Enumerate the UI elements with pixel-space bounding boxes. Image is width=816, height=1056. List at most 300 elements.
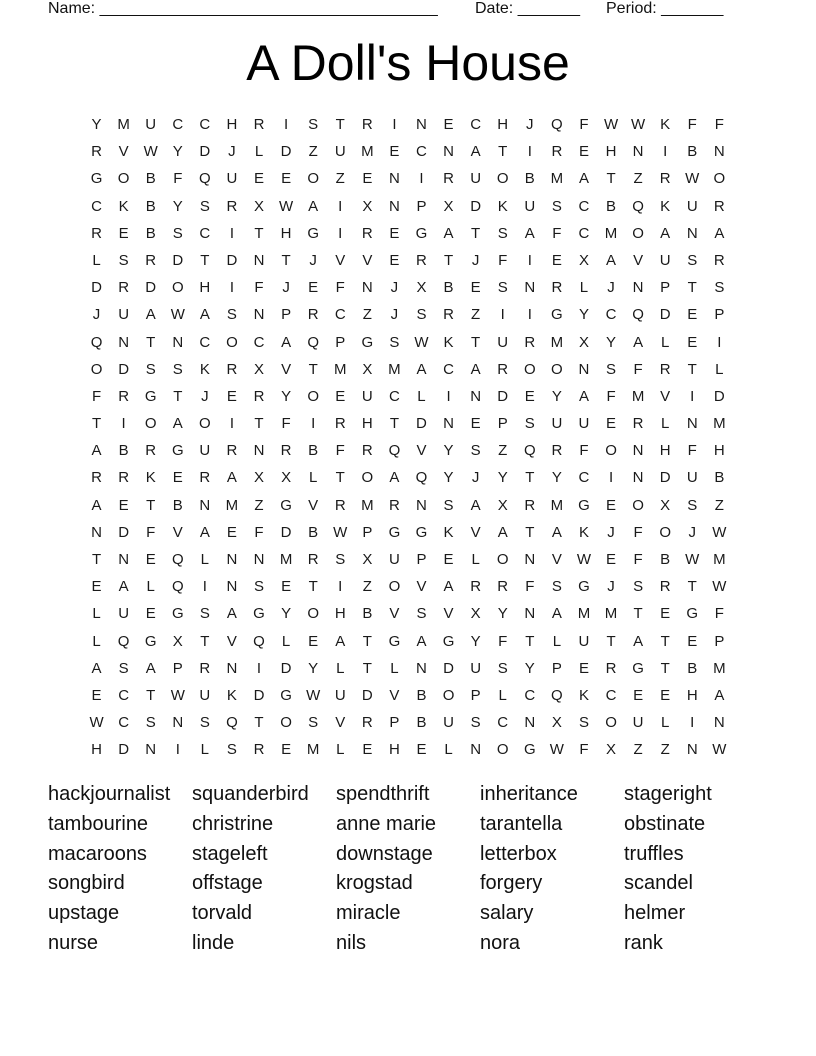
word-list-item: christrine — [192, 812, 274, 835]
grid-letter: J — [607, 578, 615, 596]
grid-letter: Q — [90, 333, 103, 351]
grid-letter: X — [416, 279, 427, 297]
grid-letter: Y — [551, 469, 562, 487]
grid-letter: O — [632, 224, 644, 242]
grid-letter: Y — [524, 659, 535, 677]
grid-letter: P — [714, 632, 725, 650]
grid-letter: R — [334, 496, 346, 514]
grid-letter: A — [524, 224, 535, 242]
grid-row — [83, 492, 733, 519]
word-list-item: salary — [480, 902, 534, 925]
grid-letter: E — [226, 523, 237, 541]
grid-letter: D — [280, 523, 292, 541]
grid-letter: E — [660, 686, 671, 704]
grid-letter: G — [388, 632, 401, 650]
grid-letter: W — [333, 523, 348, 541]
grid-letter: B — [524, 170, 535, 188]
grid-letter: G — [253, 605, 265, 623]
grid-letter: Y — [578, 306, 589, 324]
grid-letter: C — [388, 387, 400, 405]
grid-letter: E — [389, 251, 400, 269]
grid-letter: R — [659, 360, 671, 378]
grid-letter: G — [578, 496, 590, 514]
grid-letter: L — [661, 333, 670, 351]
grid-letter: B — [687, 143, 698, 161]
grid-letter: O — [117, 170, 130, 188]
grid-letter: W — [414, 333, 429, 351]
grid-letter: R — [551, 442, 563, 460]
grid-letter: H — [334, 605, 346, 623]
grid-letter: E — [606, 551, 617, 568]
grid-letter: N — [388, 197, 400, 215]
grid-letter: Z — [308, 143, 318, 161]
grid-letter: A — [551, 523, 562, 541]
grid-letter: O — [361, 469, 374, 487]
grid-letter: E — [91, 578, 102, 596]
grid-letter: S — [497, 659, 508, 677]
grid-letter: R — [659, 170, 671, 188]
grid-letter: R — [145, 251, 157, 269]
grid-letter: U — [226, 170, 238, 188]
grid-letter: T — [335, 116, 345, 133]
grid-letter: F — [498, 632, 508, 650]
word-list-item: songbird — [48, 872, 125, 895]
grid-letter: R — [605, 659, 617, 677]
grid-letter: T — [91, 551, 102, 568]
grid-letter: U — [497, 333, 509, 351]
grid-letter: C — [334, 306, 346, 324]
grid-letter: T — [687, 279, 697, 297]
grid-letter: X — [254, 360, 265, 378]
grid-row — [83, 220, 733, 247]
grid-letter: Q — [551, 116, 563, 133]
grid-letter: U — [118, 306, 130, 324]
grid-letter: E — [633, 686, 644, 704]
grid-letter: W — [279, 197, 294, 215]
grid-letter: R — [551, 279, 563, 297]
grid-letter: F — [525, 578, 535, 596]
word-list-item: nils — [336, 931, 367, 954]
grid-letter: T — [471, 224, 481, 242]
grid-letter: T — [525, 469, 535, 487]
grid-letter: T — [146, 496, 156, 514]
grid-letter: R — [253, 116, 265, 133]
grid-letter: R — [118, 469, 130, 487]
grid-letter: R — [632, 415, 644, 433]
grid-letter: U — [199, 442, 211, 460]
word-list-item: hackjournalist — [48, 783, 171, 805]
grid-letter: U — [470, 659, 482, 677]
grid-letter: W — [170, 686, 185, 704]
grid-letter: R — [253, 741, 265, 759]
grid-letter: C — [524, 686, 536, 704]
grid-letter: L — [336, 659, 345, 677]
grid-letter: T — [254, 415, 264, 433]
grid-letter: B — [416, 686, 427, 704]
grid-letter: A — [497, 523, 508, 541]
grid-row — [83, 682, 733, 709]
grid-letter: X — [551, 714, 562, 732]
grid-row — [83, 356, 733, 383]
word-list-item: stageleft — [192, 842, 268, 865]
grid-letter: L — [254, 143, 264, 161]
grid-letter: S — [524, 415, 535, 433]
grid-row — [83, 628, 733, 655]
grid-letter: Z — [498, 442, 508, 460]
grid-letter: O — [144, 415, 157, 433]
grid-letter: A — [443, 224, 454, 242]
grid-letter: K — [443, 333, 454, 351]
grid-letter: T — [281, 251, 291, 269]
grid-letter: Y — [497, 469, 508, 487]
page-title: A Doll's House — [246, 35, 570, 91]
grid-letter: J — [228, 143, 236, 161]
grid-letter: M — [550, 333, 564, 351]
grid-letter: M — [333, 360, 347, 378]
grid-letter: I — [338, 578, 343, 596]
grid-letter: F — [146, 523, 156, 541]
grid-letter: N — [524, 551, 536, 568]
grid-letter: R — [145, 442, 157, 460]
word-list-item: squanderbird — [192, 783, 309, 805]
grid-letter: T — [146, 333, 156, 351]
word-list-item: tarantella — [480, 812, 563, 835]
grid-letter: N — [443, 143, 454, 161]
grid-row — [83, 464, 733, 491]
grid-letter: N — [524, 605, 536, 623]
grid-letter: D — [226, 251, 238, 269]
grid-letter: X — [362, 197, 373, 215]
grid-letter: N — [91, 523, 102, 541]
grid-letter: B — [362, 605, 373, 623]
grid-letter: U — [334, 143, 346, 161]
name-field-label: Name: ______________________________________ — [48, 0, 438, 17]
grid-letter: I — [527, 143, 532, 161]
grid-letter: R — [524, 333, 536, 351]
grid-letter: H — [605, 143, 617, 161]
grid-letter: C — [91, 197, 102, 215]
grid-letter: T — [471, 333, 481, 351]
grid-letter: P — [497, 415, 508, 433]
grid-letter: W — [143, 143, 158, 161]
grid-letter: A — [172, 415, 183, 433]
word-list — [48, 780, 788, 959]
grid-letter: A — [443, 578, 454, 596]
grid-letter: D — [443, 659, 454, 677]
grid-letter: S — [497, 224, 508, 242]
grid-letter: F — [254, 523, 264, 541]
grid-letter: Q — [171, 578, 184, 596]
grid-letter: I — [229, 279, 235, 297]
grid-letter: D — [91, 279, 102, 297]
grid-letter: S — [226, 306, 237, 324]
grid-letter: S — [443, 496, 454, 514]
word-list-item: stageright — [624, 783, 712, 805]
grid-letter: A — [226, 469, 237, 487]
grid-letter: E — [470, 415, 481, 433]
grid-letter: W — [170, 306, 185, 324]
grid-letter: Z — [335, 170, 345, 188]
grid-letter: D — [659, 306, 671, 324]
grid-letter: N — [253, 306, 265, 324]
grid-letter: N — [524, 714, 536, 732]
grid-letter: T — [660, 632, 670, 650]
grid-letter: F — [714, 605, 724, 623]
grid-letter: K — [578, 686, 589, 704]
grid-row — [83, 546, 733, 573]
grid-row — [83, 437, 733, 464]
grid-letter: V — [308, 496, 319, 514]
grid-letter: M — [279, 551, 293, 568]
grid-letter: S — [145, 360, 156, 378]
grid-letter: C — [578, 469, 590, 487]
grid-letter: O — [307, 605, 319, 623]
grid-letter: D — [253, 686, 265, 704]
grid-letter: U — [118, 605, 130, 623]
grid-letter: C — [605, 686, 617, 704]
grid-letter: E — [172, 469, 183, 487]
grid-letter: F — [579, 116, 589, 133]
grid-letter: R — [361, 224, 373, 242]
grid-letter: U — [361, 387, 373, 405]
grid-letter: K — [578, 523, 589, 541]
grid-letter: M — [604, 224, 618, 242]
grid-letter: M — [577, 605, 591, 623]
grid-letter: E — [308, 279, 319, 297]
grid-letter: F — [606, 387, 616, 405]
grid-letter: S — [199, 605, 210, 623]
grid-letter: N — [632, 442, 644, 460]
grid-letter: O — [199, 415, 211, 433]
grid-letter: U — [334, 686, 346, 704]
grid-letter: N — [470, 741, 482, 759]
grid-letter: G — [361, 333, 374, 351]
grid-letter: R — [416, 251, 427, 269]
grid-letter: N — [524, 279, 536, 297]
grid-letter: W — [685, 170, 700, 188]
grid-row — [83, 383, 733, 410]
grid-letter: S — [308, 714, 319, 732]
grid-letter: N — [226, 659, 238, 677]
grid-row — [83, 165, 733, 192]
grid-letter: A — [633, 632, 644, 650]
grid-letter: A — [226, 605, 237, 623]
grid-letter: I — [284, 116, 289, 133]
grid-letter: A — [199, 306, 210, 324]
grid-letter: O — [226, 333, 238, 351]
grid-letter: I — [446, 387, 451, 405]
grid-letter: W — [576, 551, 592, 568]
grid-letter: D — [172, 251, 184, 269]
grid-letter: A — [281, 333, 292, 351]
grid-letter: M — [361, 496, 374, 514]
grid-letter: I — [338, 224, 343, 242]
word-list-item: downstage — [336, 842, 433, 865]
grid-letter: I — [663, 143, 668, 161]
grid-letter: T — [254, 714, 264, 732]
grid-letter: J — [471, 469, 480, 487]
grid-letter: Y — [172, 143, 183, 161]
grid-letter: F — [552, 224, 562, 242]
grid-letter: Y — [443, 469, 454, 487]
grid-letter: R — [307, 306, 319, 324]
grid-letter: O — [496, 170, 509, 188]
grid-letter: V — [416, 442, 427, 460]
grid-letter: V — [389, 605, 400, 623]
grid-letter: N — [443, 415, 454, 433]
grid-letter: V — [226, 632, 237, 650]
grid-letter: O — [280, 714, 292, 732]
grid-row — [83, 111, 733, 138]
grid-letter: V — [335, 714, 346, 732]
grid-letter: G — [632, 659, 644, 677]
word-list-item: linde — [192, 931, 235, 954]
grid-letter: L — [308, 469, 318, 487]
grid-letter: T — [146, 686, 156, 704]
grid-letter: C — [199, 224, 211, 242]
grid-letter: J — [471, 251, 480, 269]
grid-letter: Q — [551, 686, 563, 704]
grid-letter: Q — [117, 632, 130, 650]
grid-letter: I — [527, 306, 532, 324]
grid-letter: X — [470, 605, 481, 623]
grid-letter: V — [470, 523, 481, 541]
grid-letter: G — [388, 523, 401, 541]
grid-letter: E — [389, 224, 400, 242]
grid-letter: E — [389, 143, 400, 161]
grid-letter: F — [687, 442, 697, 460]
grid-letter: E — [578, 659, 589, 677]
grid-letter: U — [686, 197, 698, 215]
grid-letter: N — [416, 116, 427, 133]
grid-letter: D — [713, 387, 725, 405]
grid-letter: A — [551, 605, 562, 623]
grid-row — [83, 410, 733, 437]
grid-letter: T — [200, 251, 210, 269]
grid-letter: T — [173, 387, 183, 405]
grid-letter: Z — [362, 306, 372, 324]
grid-letter: R — [361, 714, 373, 732]
grid-letter: N — [632, 469, 644, 487]
grid-letter: P — [416, 551, 427, 568]
grid-letter: R — [199, 469, 211, 487]
grid-letter: W — [603, 116, 619, 133]
grid-letter: E — [118, 496, 129, 514]
grid-row — [83, 600, 733, 627]
grid-letter: B — [118, 442, 129, 460]
grid-letter: A — [633, 333, 644, 351]
grid-letter: Y — [443, 442, 454, 460]
grid-letter: E — [687, 333, 698, 351]
word-list-item: scandel — [624, 872, 693, 895]
grid-letter: G — [578, 578, 590, 596]
grid-letter: O — [307, 170, 319, 188]
grid-letter: C — [578, 197, 590, 215]
grid-letter: I — [311, 415, 316, 433]
grid-letter: E — [335, 387, 346, 405]
grid-letter: E — [660, 605, 671, 623]
grid-letter: D — [118, 360, 130, 378]
grid-letter: E — [145, 605, 156, 623]
grid-letter: M — [550, 170, 564, 188]
grid-row — [83, 519, 733, 546]
grid-letter: D — [280, 659, 292, 677]
grid-letter: B — [606, 197, 617, 215]
grid-letter: O — [551, 360, 563, 378]
grid-letter: F — [633, 360, 643, 378]
grid-letter: O — [307, 387, 319, 405]
grid-letter: V — [281, 360, 292, 378]
grid-letter: P — [470, 686, 481, 704]
grid-letter: D — [497, 387, 509, 405]
grid-letter: R — [551, 143, 563, 161]
grid-letter: N — [253, 251, 265, 269]
grid-letter: N — [686, 741, 698, 759]
grid-letter: E — [226, 387, 237, 405]
grid-letter: E — [362, 741, 373, 759]
grid-letter: S — [254, 578, 265, 596]
grid-letter: R — [524, 496, 536, 514]
grid-letter: A — [389, 469, 400, 487]
grid-letter: V — [633, 251, 644, 269]
grid-letter: A — [91, 659, 102, 677]
grid-letter: V — [416, 578, 427, 596]
grid-letter: L — [390, 659, 399, 677]
grid-letter: L — [200, 551, 210, 568]
grid-letter: G — [171, 605, 184, 623]
grid-row — [83, 301, 733, 328]
grid-row — [83, 274, 733, 301]
grid-letter: X — [578, 251, 589, 269]
grid-letter: G — [280, 496, 292, 514]
grid-letter: I — [121, 415, 126, 433]
grid-letter: I — [229, 415, 235, 433]
grid-letter: R — [713, 251, 725, 269]
grid-letter: P — [335, 333, 346, 351]
grid-letter: L — [336, 741, 345, 759]
grid-letter: T — [498, 143, 508, 161]
grid-letter: Z — [714, 496, 724, 514]
grid-letter: O — [496, 741, 509, 759]
grid-letter: C — [118, 714, 130, 732]
grid-letter: Q — [388, 442, 401, 460]
grid-letter: B — [145, 197, 156, 215]
grid-letter: N — [713, 714, 725, 732]
grid-letter: X — [254, 469, 265, 487]
grid-letter: J — [607, 523, 615, 541]
grid-letter: S — [633, 578, 644, 596]
grid-letter: S — [470, 714, 481, 732]
grid-letter: Z — [362, 578, 372, 596]
grid-letter: O — [605, 714, 617, 732]
grid-letter: U — [686, 469, 698, 487]
grid-row — [83, 138, 733, 165]
grid-letter: L — [579, 279, 589, 297]
grid-letter: A — [416, 360, 427, 378]
grid-letter: J — [282, 279, 290, 297]
grid-letter: C — [497, 714, 509, 732]
grid-letter: O — [496, 551, 509, 568]
word-list-item: upstage — [48, 902, 120, 925]
word-list-item: nurse — [48, 931, 99, 954]
grid-letter: O — [442, 686, 455, 704]
grid-letter: T — [308, 578, 318, 596]
grid-letter: S — [687, 496, 698, 514]
grid-letter: O — [632, 496, 644, 514]
grid-letter: U — [578, 415, 590, 433]
grid-letter: R — [497, 578, 509, 596]
grid-letter: T — [91, 415, 102, 433]
